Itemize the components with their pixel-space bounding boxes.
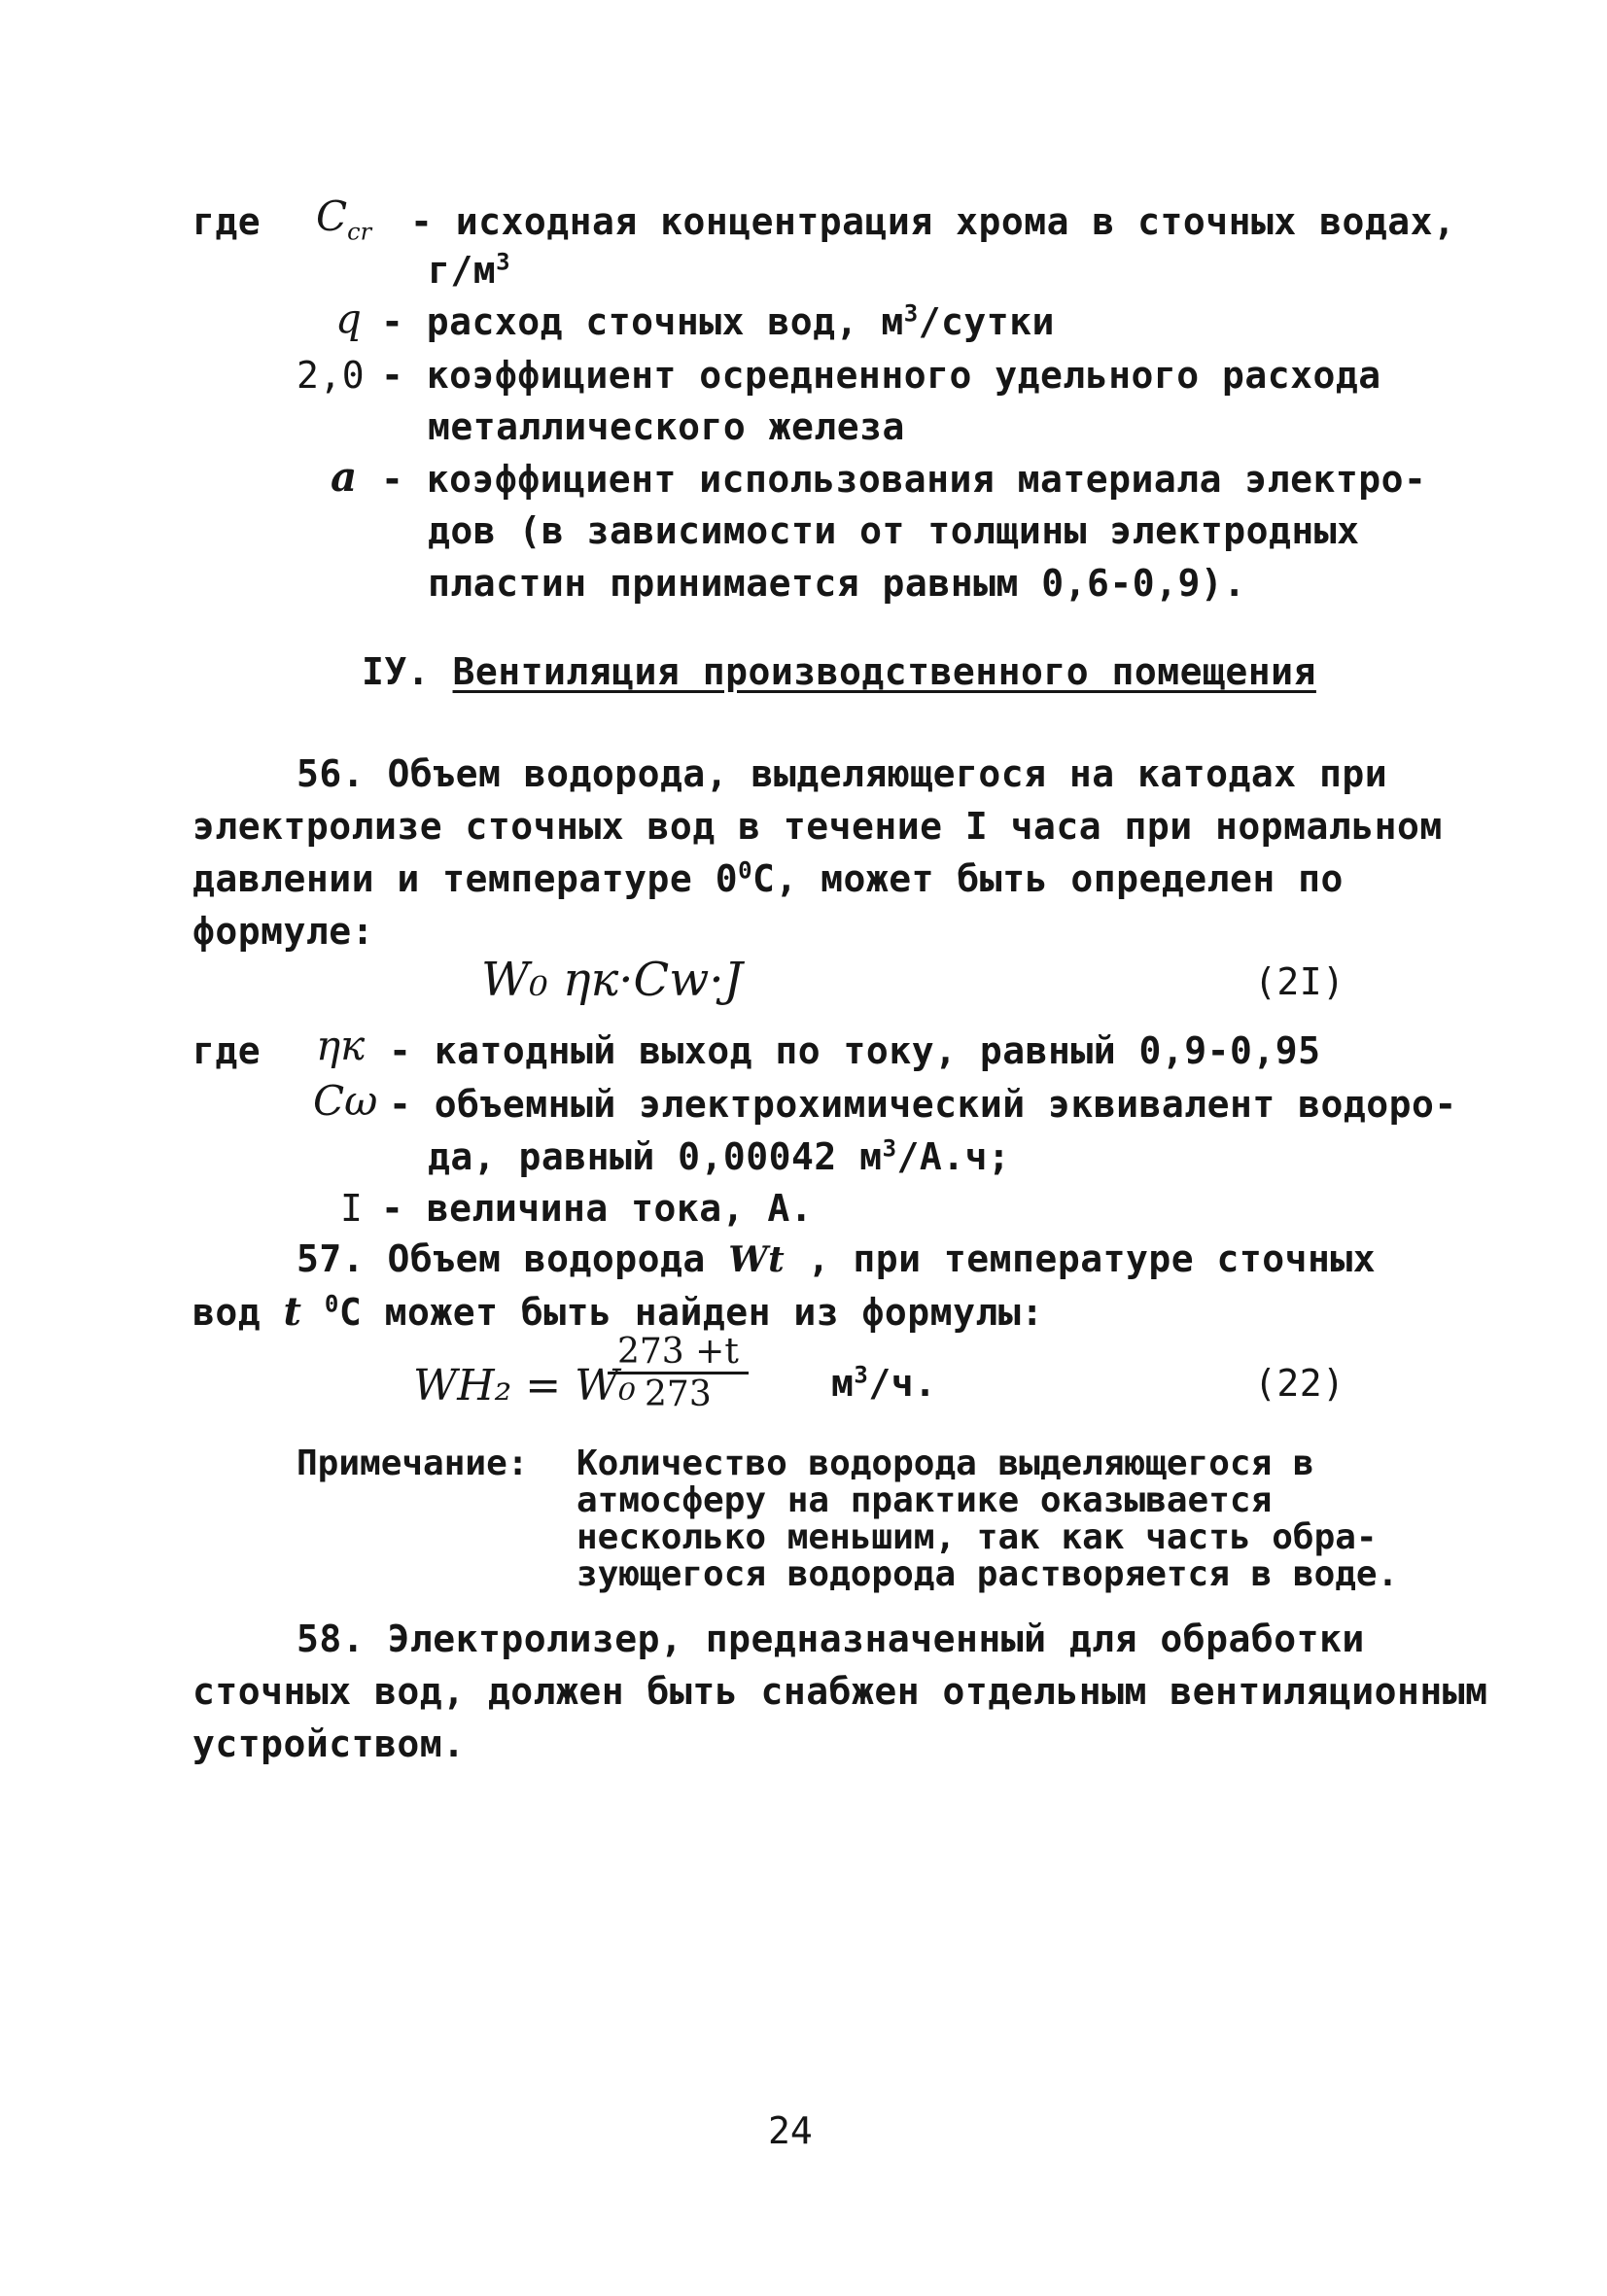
p58-line-2: сточных вод, должен быть снабжен отдельным вентиляционным (192, 1670, 1488, 1713)
note-line-4: зующегося водорода растворяется в воде. (576, 1554, 1399, 1594)
p57-line-2: вод t $^0$С может быть найден из формулы: (192, 1289, 1044, 1335)
note-line-3: несколько меньшим, так как часть обра- (576, 1517, 1378, 1557)
i-symbol: I (340, 1187, 364, 1230)
p56-line-2: электролизе сточных вод в течение I часа при нормальном (192, 805, 1443, 848)
note-label: Примечание: (297, 1444, 529, 1483)
q-definition: - расход сточных вод, $м^3$/сутки (381, 299, 1055, 343)
where-label-2: где (192, 1029, 262, 1072)
c-omega-definition-line-1: - объемный электрохимический эквивалент водоро- (389, 1083, 1457, 1126)
eta-k-definition: - катодный выход по току, равный 0,9-0,95 (389, 1029, 1321, 1072)
section-heading (362, 649, 1316, 694)
c-cr-definition-line-1: - исходная концентрация хрома в сточных водах, (410, 200, 1456, 243)
coef-definition-line-1: - коэффициент осредненного удельного расхода (381, 354, 1381, 397)
where-label-1: где (192, 200, 262, 243)
formula-21: W₀ ηк·Cw·J (481, 953, 743, 1007)
coef-value: 2,0 (297, 354, 366, 397)
q-symbol: q (335, 295, 362, 342)
c-cr-definition-line-2: $г/м^3$ (428, 248, 511, 292)
a-definition-line-2: дов (в зависимости от толщины электродных (428, 509, 1360, 552)
c-omega-definition-line-2: да, равный 0,00042 $м^3/А.ч$; (428, 1134, 1011, 1178)
p58-line-1: 58. Электролизер, предназначенный для обработки (297, 1618, 1365, 1660)
formula-22-denominator: 273 (645, 1374, 712, 1414)
i-definition: - величина тока, А. (381, 1187, 814, 1230)
formula-22-unit: $м^3/ч$. (831, 1361, 937, 1405)
p56-line-1: 56. Объем водорода, выделяющегося на катодах при (297, 752, 1388, 795)
a-definition-line-1: - коэффициент использования материала электро- (381, 458, 1427, 501)
a-symbol: a (331, 453, 358, 501)
formula-22-numerator: 273 +t (608, 1332, 749, 1374)
a-definition-line-3: пластин принимается равным 0,6-0,9). (428, 562, 1246, 605)
formula-21-number: (2I) (1254, 960, 1345, 1003)
p57-line-1: 57. Объем водорода Wt , при температуре сточных (297, 1237, 1377, 1280)
c-cr-symbol: $C_{cr}$ (316, 192, 372, 246)
page-number: 24 (768, 2109, 813, 2152)
note-line-2: атмосферу на практике оказывается (576, 1480, 1273, 1520)
coef-definition-line-2: металлического железа (428, 405, 905, 448)
formula-22-fraction (608, 1332, 749, 1414)
t-symbol: t (283, 1289, 302, 1335)
formula-22-number: (22) (1254, 1362, 1345, 1405)
formula-22-lhs: WH₂ = W₀ (413, 1361, 636, 1410)
eta-k-symbol: ηк (316, 1022, 366, 1069)
section-title: Вентиляция производственного помещения (452, 650, 1316, 693)
p56-line-3: давлении и температуре $0^0С$, может быть определен по (192, 856, 1344, 900)
note-line-1: Количество водорода выделяющегося в (576, 1444, 1314, 1483)
wt-symbol: Wt (728, 1239, 786, 1280)
p58-line-3: устройством. (192, 1722, 466, 1765)
p56-line-4: формуле: (192, 910, 375, 953)
c-omega-symbol: Cω (313, 1077, 378, 1125)
section-number: IУ. (362, 650, 431, 693)
